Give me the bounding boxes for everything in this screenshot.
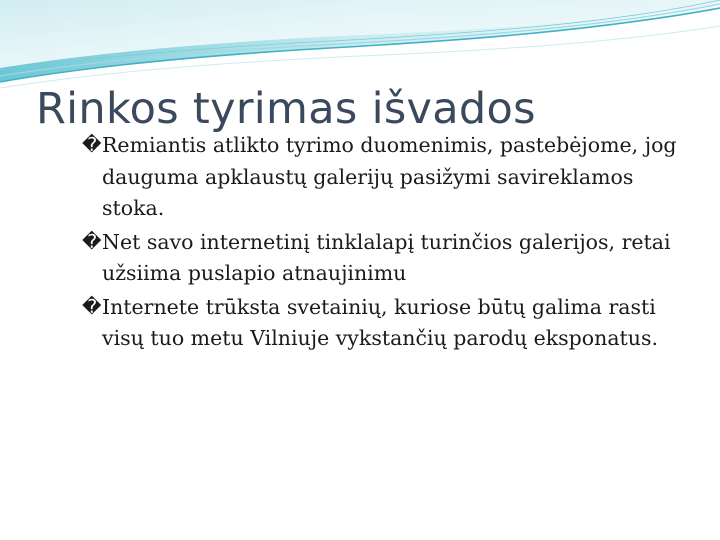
bullet-item xyxy=(82,130,682,225)
slide-title: Rinkos tyrimas išvados xyxy=(36,84,536,134)
bullet-item xyxy=(82,292,682,355)
bullet-marker-icon: � xyxy=(82,230,102,253)
bullet-list xyxy=(82,130,682,357)
bullet-item xyxy=(82,227,682,290)
bullet-text: Internete trūksta svetainių, kuriose būtų galima rasti visų tuo metu Vilniuje vykstančių parodų eksponatus. xyxy=(102,294,659,350)
bullet-text: Remiantis atlikto tyrimo duomenimis, pastebėjome, jog dauguma apklaustų galerijų pasižymi savireklamos stoka. xyxy=(102,133,677,220)
bullet-text: Net savo internetinį tinklalapį turinčios galerijos, retai užsiima puslapio atnaujinimu xyxy=(102,229,671,285)
bullet-marker-icon: � xyxy=(82,295,102,318)
header-wave-decoration xyxy=(0,0,720,90)
bullet-marker-icon: � xyxy=(82,134,102,156)
